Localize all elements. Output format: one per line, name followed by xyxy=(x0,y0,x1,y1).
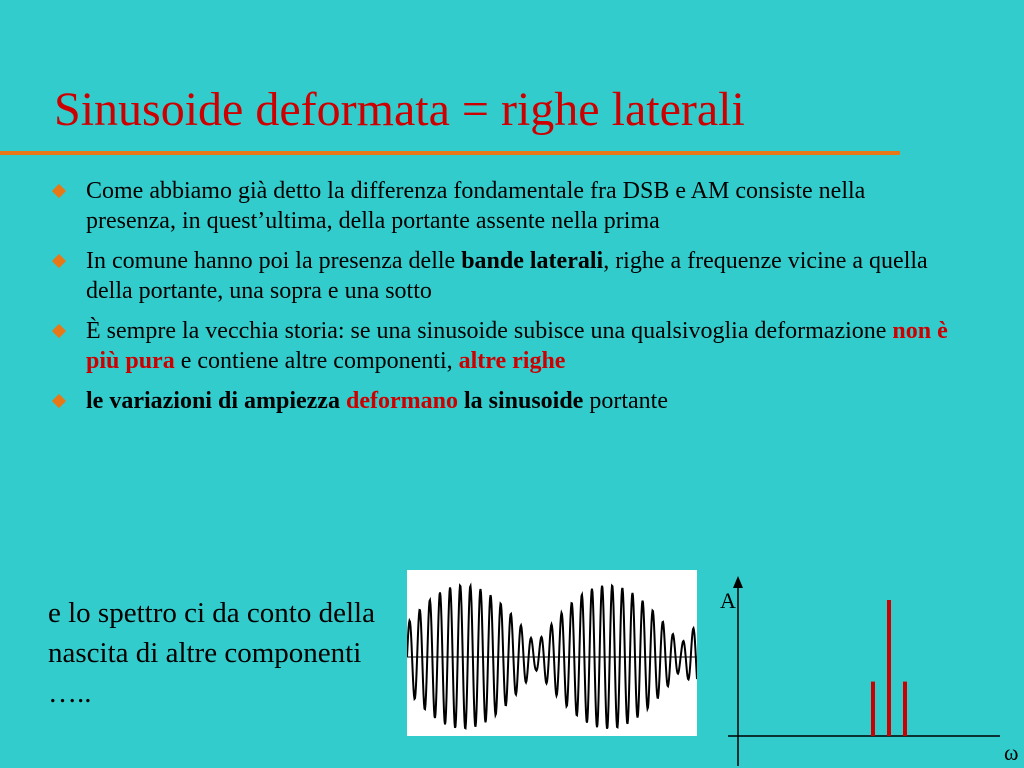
spectrum-plot xyxy=(700,570,1024,768)
bullet-text-highlight: non è più pura xyxy=(86,318,948,374)
bullet-text-bold: la sinusoide xyxy=(457,388,584,414)
bullet-text: Come abbiamo già detto la differenza fondamentale fra DSB e AM consiste nella presenza, in quest’ultima, della portante assente nella prima xyxy=(86,178,866,234)
slide-title: Sinusoide deformata = righe laterali xyxy=(54,83,745,136)
diamond-bullet-icon xyxy=(52,254,66,268)
bullet-text-mid: e contiene altre componenti, xyxy=(174,348,459,374)
spectral-lines xyxy=(873,600,905,736)
frequency-axis-label: ω xyxy=(1004,740,1019,765)
bullet-text-highlight: altre righe xyxy=(458,348,566,374)
spectrum-note: e lo spettro ci da conto della nascita di altre componenti ….. xyxy=(48,597,375,709)
bullet-text-bold: le variazioni di ampiezza xyxy=(86,388,346,414)
diamond-bullet-icon xyxy=(52,324,66,338)
amplitude-axis-label: A xyxy=(720,588,736,613)
bullet-text-pre: In comune hanno poi la presenza delle xyxy=(86,248,462,274)
bullet-text-post: , righe a frequenze vicine a quella della portante, una sopra e una sotto xyxy=(86,248,928,304)
bullet-item xyxy=(50,176,950,236)
bullet-text-bold: bande laterali xyxy=(461,248,604,274)
bullet-item xyxy=(50,386,950,416)
am-waveform-panel xyxy=(407,570,697,736)
bullet-text-highlight: deformano xyxy=(345,388,458,414)
title-underline xyxy=(0,151,900,155)
bullet-item xyxy=(50,246,950,306)
diamond-bullet-icon xyxy=(52,184,66,198)
amplitude-axis-arrow-icon xyxy=(733,576,743,588)
bullet-list xyxy=(50,176,950,426)
bullet-text-post: portante xyxy=(583,388,668,414)
am-waveform-image xyxy=(407,570,697,736)
bullet-text-pre: È sempre la vecchia storia: se una sinusoide subisce una qualsivoglia deformazione xyxy=(86,318,893,344)
bullet-item xyxy=(50,316,950,376)
diamond-bullet-icon xyxy=(52,394,66,408)
